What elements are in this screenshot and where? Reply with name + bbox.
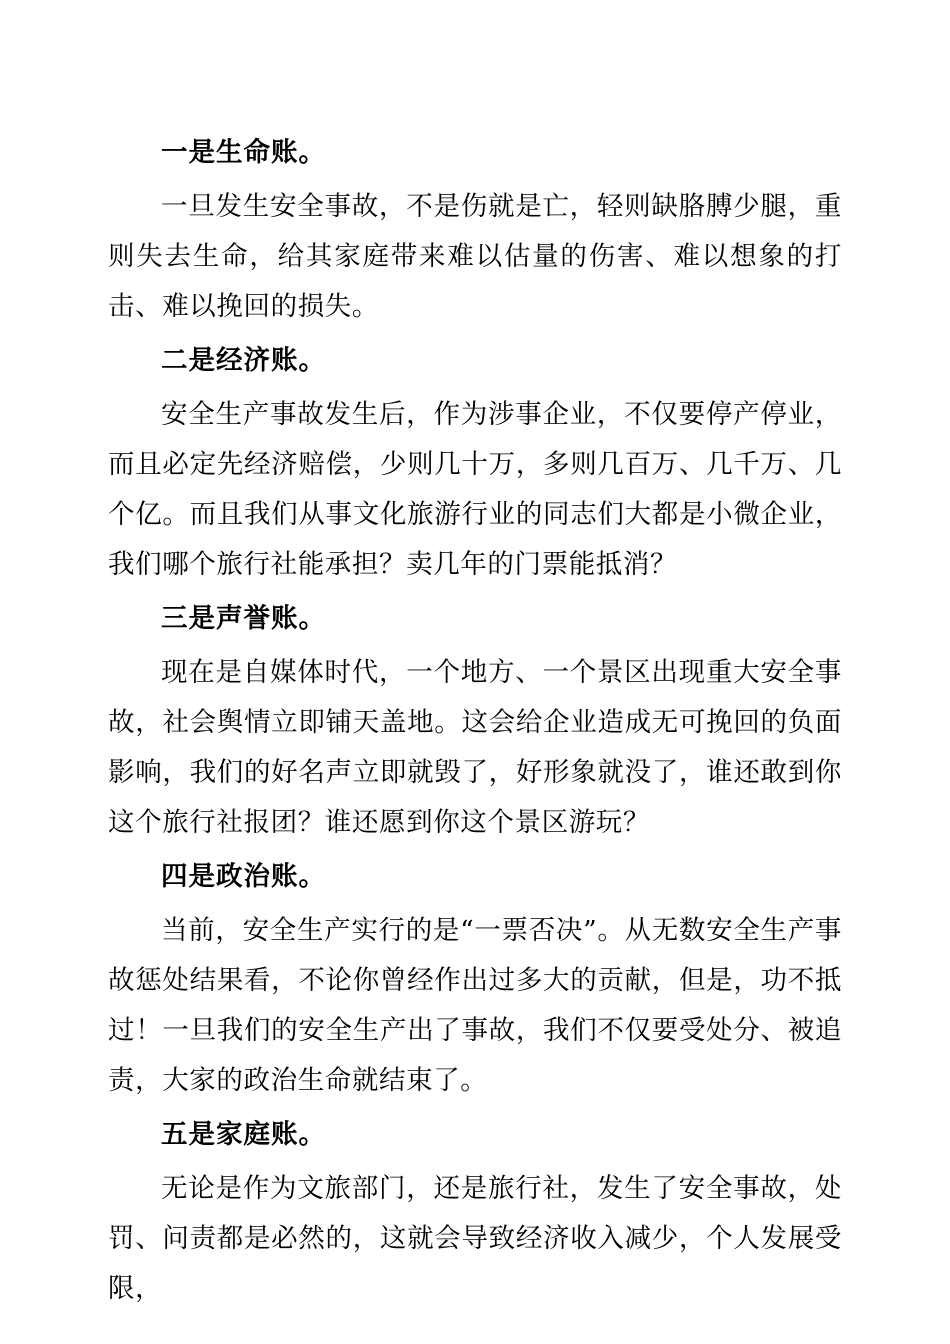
paragraph-heading-3: 三是声誉账。 bbox=[161, 603, 326, 634]
paragraph-heading-4: 四是政治账。 bbox=[161, 861, 326, 892]
paragraph-body-3: 现在是自媒体时代，一个地方、一个景区出现重大安全事故，社会舆情立即铺天盖地。这会给企业造成无可挽回的负面影响，我们的好名声立即就毁了，好形象就没了，谁还敢到你这个旅行社报团？谁还愿到你这个景区游玩？ bbox=[108, 657, 842, 838]
paragraph-heading-5: 五是家庭账。 bbox=[161, 1119, 326, 1150]
document-body bbox=[108, 128, 842, 1314]
paragraph-body-2: 安全生产事故发生后，作为涉事企业，不仅要停产停业，而且必定先经济赔偿，少则几十万，多则几百万、几千万、几个亿。而且我们从事文化旅游行业的同志们大都是小微企业，我们哪个旅行社能承担？卖几年的门票能抵消？ bbox=[108, 399, 842, 580]
paragraph-body-1: 一旦发生安全事故，不是伤就是亡，轻则缺胳膊少腿，重则失去生命，给其家庭带来难以估量的伤害、难以想象的打击、难以挽回的损失。 bbox=[108, 191, 842, 322]
paragraph-body-5: 无论是作为文旅部门，还是旅行社，发生了安全事故，处罚、问责都是必然的，这就会导致经济收入减少，个人发展受限， bbox=[108, 1173, 842, 1304]
paragraph-body-4: 当前，安全生产实行的是“一票否决”。从无数安全生产事故惩处结果看，不论你曾经作出过多大的贡献，但是，功不抵过！一旦我们的安全生产出了事故，我们不仅要受处分、被追责，大家的政治生命就结束了。 bbox=[108, 915, 842, 1096]
paragraph-heading-2: 二是经济账。 bbox=[161, 345, 326, 376]
paragraph-heading-1: 一是生命账。 bbox=[161, 137, 326, 168]
